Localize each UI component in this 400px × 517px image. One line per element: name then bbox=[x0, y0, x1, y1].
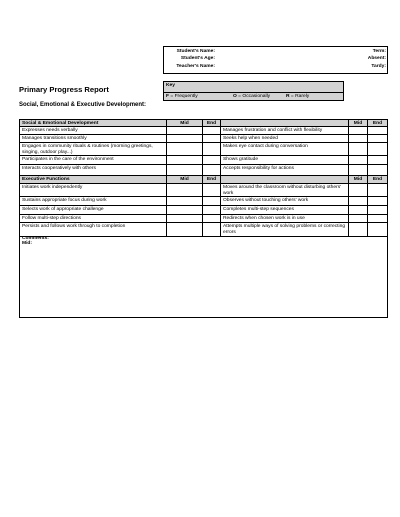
student-info-box bbox=[163, 46, 388, 74]
header-end-left: End bbox=[203, 176, 221, 183]
student-age-label: Student's Age: bbox=[180, 56, 215, 61]
absent-label: Absent: bbox=[367, 56, 386, 61]
skill-left: Expresses needs verbally bbox=[22, 128, 78, 133]
table-row bbox=[20, 135, 387, 143]
table-row bbox=[20, 165, 387, 175]
key-code: F bbox=[166, 94, 169, 99]
skill-left: Manages transitions smoothly bbox=[22, 136, 87, 141]
skill-right: Makes eye contact during conversation bbox=[223, 144, 308, 149]
header-end-right: End bbox=[372, 177, 383, 182]
mid-cell[interactable] bbox=[349, 184, 368, 196]
header-end-left: End bbox=[203, 120, 221, 126]
end-cell[interactable] bbox=[368, 215, 387, 222]
end-cell[interactable] bbox=[203, 165, 221, 175]
key-code: O bbox=[233, 94, 237, 99]
end-cell[interactable] bbox=[368, 143, 387, 155]
end-cell[interactable] bbox=[203, 197, 221, 205]
skill-right: Accepts responsibility for actions bbox=[223, 166, 294, 171]
key-row bbox=[164, 92, 343, 100]
skill-right: Seeks help when needed bbox=[223, 136, 278, 141]
header-mid-left: Mid bbox=[167, 176, 203, 183]
skill-left: Sustains appropriate focus during work bbox=[22, 198, 107, 203]
mid-cell[interactable] bbox=[349, 135, 368, 142]
mid-cell[interactable] bbox=[349, 206, 368, 214]
end-cell[interactable] bbox=[368, 184, 387, 196]
mid-cell[interactable] bbox=[167, 143, 203, 155]
table-header-row bbox=[20, 120, 387, 127]
comments-label: Comments: bbox=[22, 236, 49, 241]
end-cell[interactable] bbox=[368, 197, 387, 205]
mid-cell[interactable] bbox=[349, 197, 368, 205]
skill-right: Observes without touching others' work bbox=[223, 198, 309, 203]
table-row bbox=[20, 143, 387, 156]
header-mid-left: Mid bbox=[167, 120, 203, 126]
end-cell[interactable] bbox=[203, 143, 221, 155]
skill-left: Follow multi-step directions bbox=[22, 216, 81, 221]
table-header-row bbox=[20, 176, 387, 184]
social-emotional-table bbox=[19, 119, 388, 176]
key-text: = Frequently bbox=[169, 94, 198, 99]
header-mid-right: Mid bbox=[349, 120, 368, 126]
mid-cell[interactable] bbox=[349, 215, 368, 222]
comments-box[interactable] bbox=[19, 235, 388, 318]
student-name-label: Student's Name: bbox=[176, 49, 215, 54]
key-item-occasionally bbox=[233, 94, 270, 99]
mid-cell[interactable] bbox=[167, 127, 203, 134]
skill-right: Moves around the classroom without disturbing others' work bbox=[223, 185, 342, 196]
mid-cell[interactable] bbox=[349, 165, 368, 175]
table-row bbox=[20, 215, 387, 223]
end-cell[interactable] bbox=[368, 135, 387, 142]
mid-cell[interactable] bbox=[167, 135, 203, 142]
skill-right: Shows gratitude bbox=[223, 157, 259, 162]
mid-cell[interactable] bbox=[167, 197, 203, 205]
header-skill-left: Executive Functions bbox=[20, 176, 167, 183]
mid-cell[interactable] bbox=[349, 156, 368, 164]
skill-right: Manages frustration and conflict with flexibility bbox=[223, 128, 323, 133]
header-skill-right bbox=[221, 120, 349, 126]
mid-cell[interactable] bbox=[167, 206, 203, 214]
end-cell[interactable] bbox=[368, 206, 387, 214]
skill-left: Engages in community rituals & routines (morning greetings, singing, outdoor play...) bbox=[22, 144, 153, 155]
table-row bbox=[20, 127, 387, 135]
header-skill-right bbox=[221, 176, 349, 183]
tardy-label: Tardy: bbox=[371, 64, 386, 69]
skill-left: Participates in the care of the environment bbox=[22, 157, 114, 162]
info-row-2 bbox=[164, 55, 387, 63]
key-item-frequently bbox=[166, 94, 198, 99]
mid-cell[interactable] bbox=[167, 165, 203, 175]
key-item-rarely bbox=[286, 94, 309, 99]
term-label: Term: bbox=[372, 49, 386, 54]
end-cell[interactable] bbox=[368, 156, 387, 164]
skill-left: Selects work of appropriate challenge bbox=[22, 207, 104, 212]
table-row bbox=[20, 197, 387, 206]
end-cell[interactable] bbox=[203, 184, 221, 196]
end-cell[interactable] bbox=[203, 206, 221, 214]
header-skill-left: Social & Emotional Development bbox=[20, 120, 167, 126]
end-cell[interactable] bbox=[368, 127, 387, 134]
mid-cell[interactable] bbox=[167, 215, 203, 222]
header-mid-right: Mid bbox=[349, 176, 368, 183]
key-box bbox=[163, 81, 344, 101]
executive-functions-table bbox=[19, 175, 388, 237]
skill-left: Persists and follows work through to completion bbox=[22, 224, 126, 229]
mid-cell[interactable] bbox=[349, 143, 368, 155]
page-title: Primary Progress Report bbox=[19, 85, 109, 94]
key-text: = Rarely bbox=[289, 94, 310, 99]
skill-left: Initiates work independently bbox=[22, 185, 83, 190]
end-cell[interactable] bbox=[203, 156, 221, 164]
comments-mid-label: Mid: bbox=[22, 241, 33, 246]
info-row-3 bbox=[164, 63, 387, 71]
skill-right: Completes multi-step sequences bbox=[223, 207, 294, 212]
skill-right: Attempts multiple ways of solving problems or correcting errors bbox=[223, 224, 346, 235]
skill-left: Interacts cooperatively with others bbox=[22, 166, 96, 171]
table-row bbox=[20, 156, 387, 165]
end-cell[interactable] bbox=[368, 165, 387, 175]
key-code: R bbox=[286, 94, 290, 99]
end-cell[interactable] bbox=[203, 127, 221, 134]
teacher-name-label: Teacher's Name: bbox=[176, 64, 215, 69]
key-text: = Occasionally bbox=[236, 94, 271, 99]
mid-cell[interactable] bbox=[349, 127, 368, 134]
skill-right: Redirects when chosen work is in use bbox=[223, 216, 305, 221]
table-row bbox=[20, 206, 387, 215]
header-end-right: End bbox=[372, 121, 383, 126]
section-title: Social, Emotional & Executive Development: bbox=[19, 102, 147, 108]
end-cell[interactable] bbox=[203, 215, 221, 222]
mid-cell[interactable] bbox=[167, 156, 203, 164]
table-row bbox=[20, 184, 387, 197]
end-cell[interactable] bbox=[203, 135, 221, 142]
key-heading: Key bbox=[166, 83, 175, 88]
mid-cell[interactable] bbox=[167, 184, 203, 196]
